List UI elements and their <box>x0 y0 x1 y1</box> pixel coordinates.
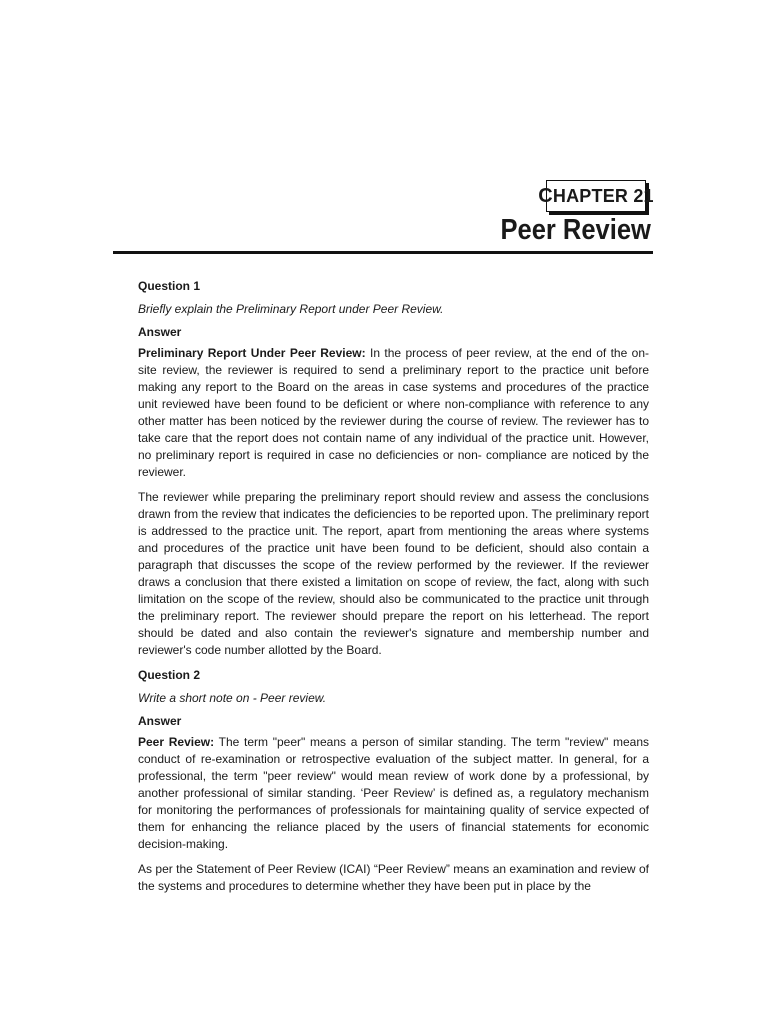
answer-paragraph <box>138 734 649 853</box>
answer-heading: Answer <box>138 714 182 728</box>
answer-paragraph <box>138 861 649 895</box>
answer-paragraph <box>138 345 649 481</box>
paragraph-text: As per the Statement of Peer Review (ICAI) “Peer Review” means an examination and review of the systems and procedures to determine whether they have been put in place by the <box>138 862 649 893</box>
question-text: Briefly explain the Preliminary Report under Peer Review. <box>138 302 444 316</box>
question-section <box>138 278 649 659</box>
answer-heading: Answer <box>138 325 182 339</box>
chapter-title: Peer Review <box>500 214 651 246</box>
question-heading: Question 2 <box>138 668 201 682</box>
chapter-label <box>538 180 654 212</box>
paragraph-text: In the process of peer review, at the end of the on-site review, the reviewer is required to send a preliminary report to the practice unit before making any report to the Board on the areas in case systems and procedures of the practice unit reviewed have been found to be deficient or where non-compliance with reference to any other matter has been noticed by the reviewer during the course of review. The reviewer has to take care that the report does not contain name of any individual of the practice unit. However, no preliminary report is required in case no deficiencies or non- compliance are noticed by the reviewer. <box>138 346 649 479</box>
paragraph-text: The reviewer while preparing the preliminary report should review and assess the conclusions drawn from the review that indicates the deficiencies to be reported upon. The preliminary report is addressed to the practice unit. The report, apart from mentioning the areas where systems and procedures of the practice unit have been found to be deficient, should also contain a paragraph that discusses the scope of the review performed by the reviewer. If the reviewer draws a conclusion that there existed a limitation on scope of review, the fact, along with such limitation on the scope of the review, should also be communicated to the practice unit through the preliminary report. The reviewer should prepare the report on his letterhead. The report should be dated and also contain the reviewer's signature and membership number and reviewer's code number allotted by the Board. <box>138 490 649 657</box>
paragraph-lead: Peer Review: <box>138 735 215 749</box>
question-section <box>138 667 649 895</box>
paragraph-lead: Preliminary Report Under Peer Review: <box>138 346 366 360</box>
chapter-label-rest: HAPTER <box>552 185 629 206</box>
chapter-label-cap: C <box>538 184 553 207</box>
answer-paragraph <box>138 489 649 659</box>
title-rule <box>113 251 653 254</box>
question-heading: Question 1 <box>138 279 201 293</box>
paragraph-text: The term "peer" means a person of similar standing. The term "review" means conduct of re-examination or retrospective evaluation of the subject matter. In general, for a professional, the term "peer review" would mean review of work done by a professional, by another professional of similar standing. ‘Peer Review’ is defined as, a regulatory mechanism for monitoring the performances of professionals for maintaining quality of service expected of them for enhancing the reliance placed by the users of financial statements for economic decision-making. <box>138 735 649 851</box>
chapter-number: 21 <box>633 185 654 206</box>
question-text: Write a short note on - Peer review. <box>138 691 327 705</box>
chapter-content <box>138 278 649 903</box>
